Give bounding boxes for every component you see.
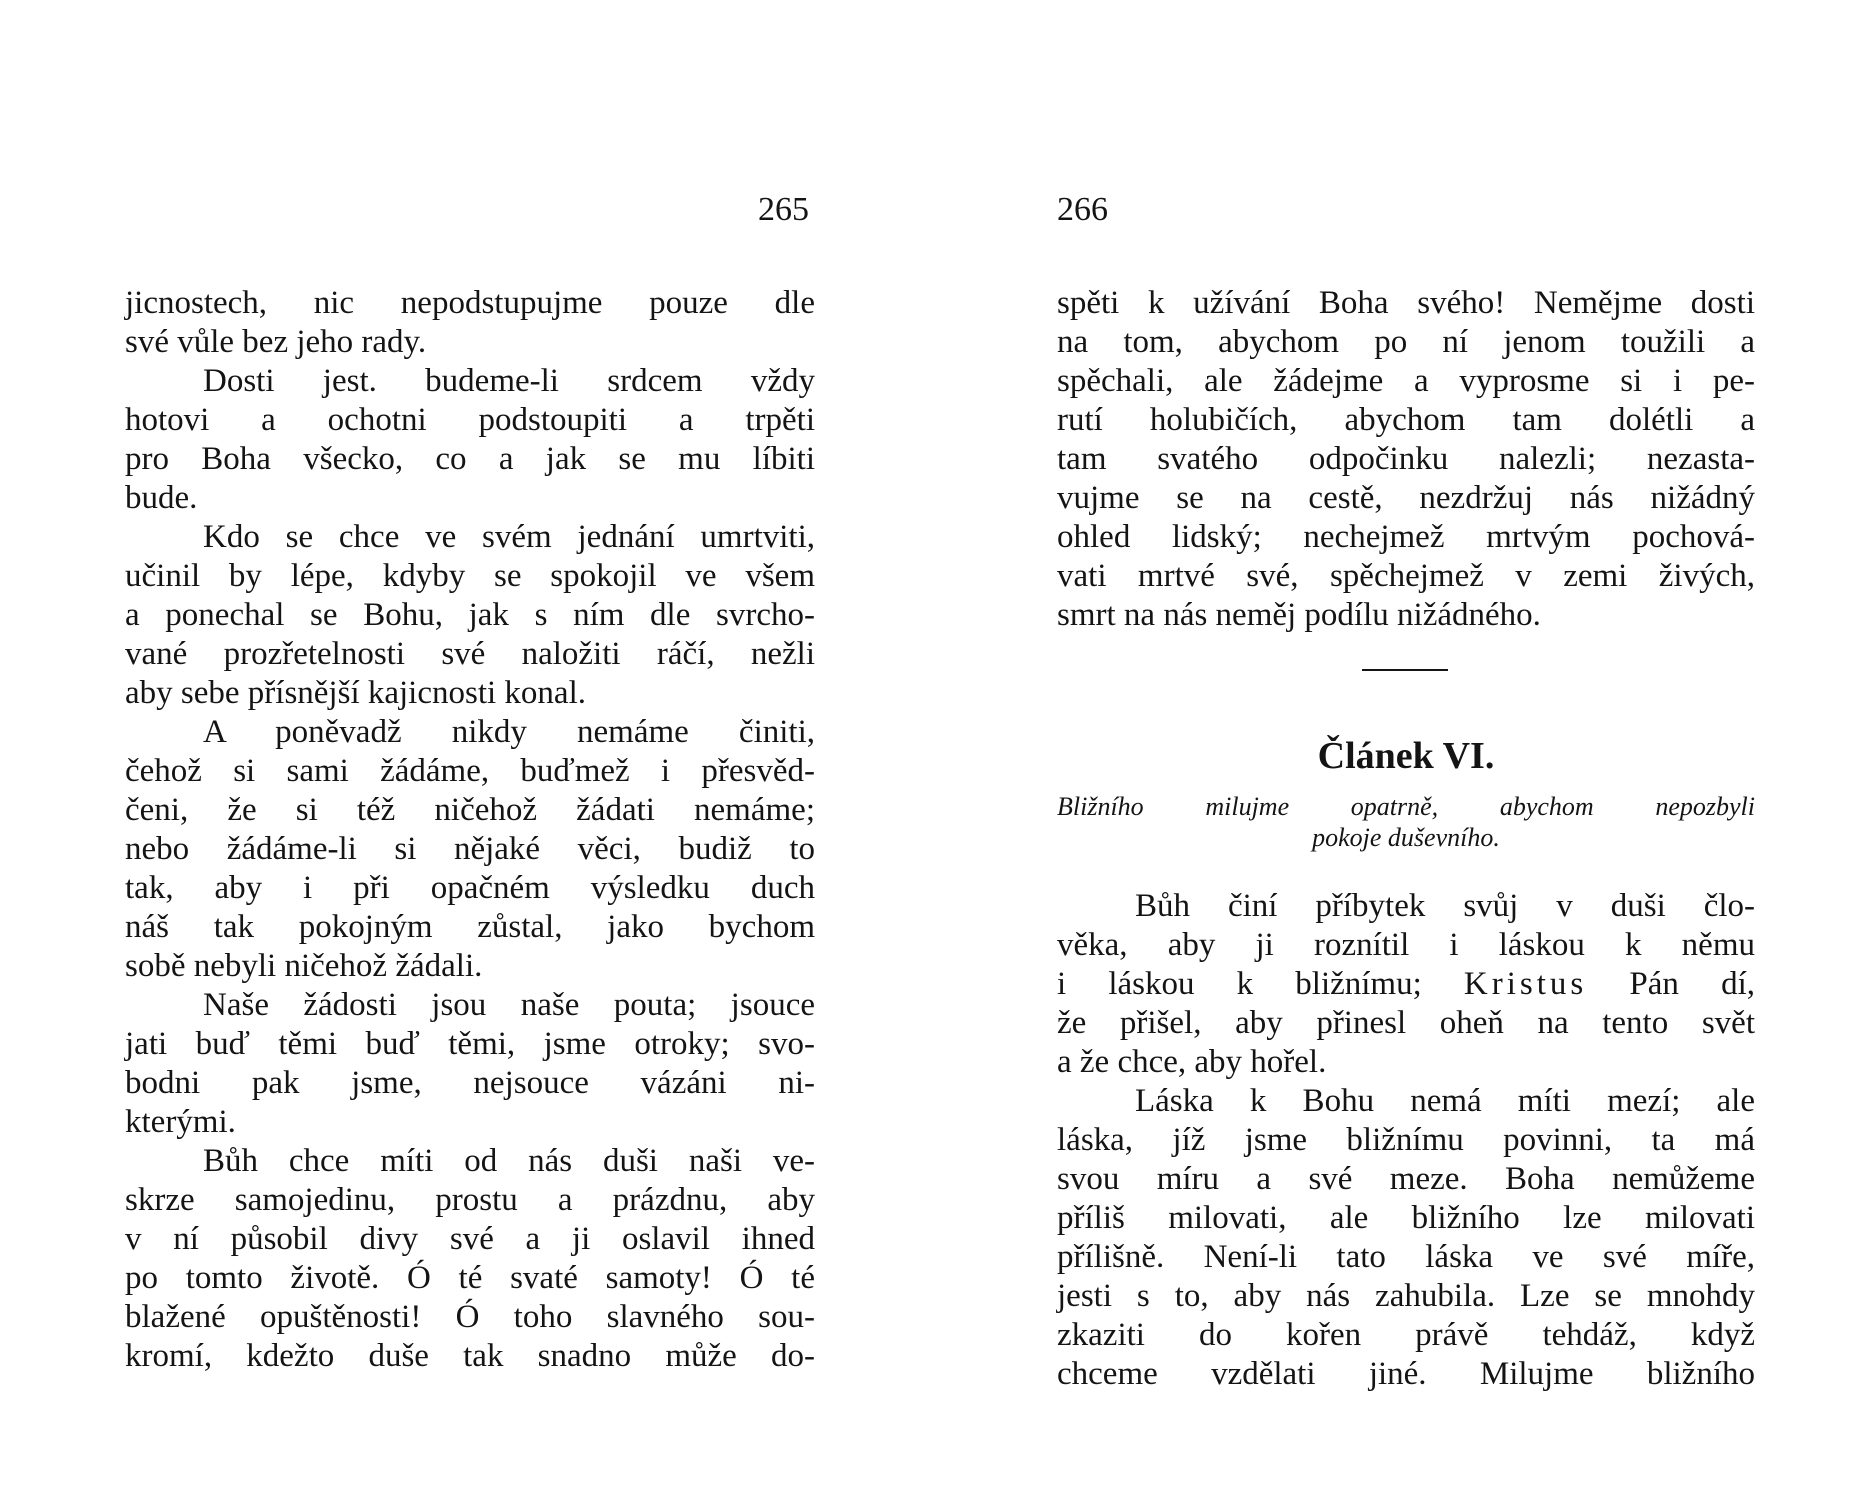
text-line: po tomto životě. Ó té svaté samoty! Ó té (125, 1260, 815, 1296)
text-line: že přišel, aby přinesl oheň na tento svět (1057, 1005, 1755, 1041)
text-line: jati buď těmi buď těmi, jsme otroky; svo- (125, 1026, 815, 1062)
chapter-subtitle-line: Bližního milujme opatrně, abychom nepozbyli (1057, 792, 1755, 821)
spaced-name: Kristus (1463, 966, 1588, 1002)
text-line: zkaziti do kořen právě tehdáž, když (1057, 1317, 1755, 1353)
text-line: chceme vzdělati jiné. Milujme bližního (1057, 1356, 1755, 1392)
chapter-body (1057, 887, 1755, 1394)
text-line: Dosti jest. budeme-li srdcem vždy (203, 363, 815, 399)
text-line: blažené opuštěnosti! Ó toho slavného sou- (125, 1299, 815, 1335)
text-line: kromí, kdežto duše tak snadno může do- (125, 1338, 815, 1374)
left-page-text (125, 284, 815, 1376)
text-segment: Pán dí, (1587, 966, 1755, 1002)
text-line: tam svatého odpočinku nalezli; nezasta- (1057, 441, 1755, 477)
text-line: A poněvadž nikdy nemáme činiti, (203, 714, 815, 750)
chapter-subtitle (1057, 791, 1755, 853)
text-line: a že chce, aby hořel. (1057, 1044, 1327, 1080)
text-line: náš tak pokojným zůstal, jako bychom (125, 909, 815, 945)
text-line: věka, aby ji roznítil i láskou k němu (1057, 927, 1755, 963)
text-line: Kdo se chce ve svém jednání umrtviti, (203, 519, 815, 555)
text-line: ohled lidský; nechejmež mrtvým pochová- (1057, 519, 1755, 555)
text-line: rutí holubičích, abychom tam dolétli a (1057, 402, 1755, 438)
text-line: kterými. (125, 1104, 236, 1140)
text-line: svou míru a své meze. Boha nemůžeme (1057, 1161, 1755, 1197)
text-line: Bůh chce míti od nás duši naši ve- (203, 1143, 815, 1179)
text-line: na tom, abychom po ní jenom toužili a (1057, 324, 1755, 360)
text-line: spěchali, ale žádejme a vyprosme si i pe- (1057, 363, 1755, 399)
text-line: spěti k užívání Boha svého! Nemějme dosti (1057, 285, 1755, 321)
text-line: sobě nebyli ničehož žádali. (125, 948, 483, 984)
right-page-continuation (1057, 284, 1755, 635)
text-line: nebo žádáme-li si nějaké věci, budiž to (125, 831, 815, 867)
chapter-subtitle-line: pokoje duševního. (1312, 823, 1500, 852)
text-line (1057, 965, 1755, 1004)
text-line: příliš milovati, ale bližního lze milovati (1057, 1200, 1755, 1236)
text-line: jicnostech, nic nepodstupujme pouze dle (125, 285, 815, 321)
right-page-text (1057, 284, 1755, 1394)
section-divider (1362, 669, 1448, 671)
text-line: čehož si sami žádáme, buďmež i přesvěd- (125, 753, 815, 789)
text-line: jesti s to, aby nás zahubila. Lze se mnohdy (1057, 1278, 1755, 1314)
text-line: Láska k Bohu nemá míti mezí; ale (1135, 1083, 1755, 1119)
text-line: vujme se na cestě, nezdržuj nás nižádný (1057, 480, 1755, 516)
text-segment: i láskou k bližnímu; (1057, 966, 1464, 1002)
text-line: aby sebe přísnější kajicnosti konal. (125, 675, 586, 711)
text-line: skrze samojedinu, prostu a prázdnu, aby (125, 1182, 815, 1218)
right-page-number: 266 (1057, 191, 1108, 228)
text-line: čeni, že si též ničehož žádati nemáme; (125, 792, 815, 828)
text-line: vané prozřetelnosti své naložiti ráčí, nežli (125, 636, 815, 672)
text-line: bodni pak jsme, nejsouce vázáni ni- (125, 1065, 815, 1101)
section-divider-area (1057, 635, 1755, 711)
text-line: láska, jíž jsme bližnímu povinni, ta má (1057, 1122, 1755, 1158)
text-line: smrt na nás neměj podílu nižádného. (1057, 597, 1541, 633)
text-line: a ponechal se Bohu, jak s ním dle svrcho- (125, 597, 815, 633)
text-line: své vůle bez jeho rady. (125, 324, 427, 360)
text-line: hotovi a ochotni podstoupiti a trpěti (125, 402, 815, 438)
text-line: v ní působil divy své a ji oslavil ihned (125, 1221, 815, 1257)
text-line: pro Boha všecko, co a jak se mu líbiti (125, 441, 815, 477)
text-line: Naše žádosti jsou naše pouta; jsouce (203, 987, 815, 1023)
text-line: bude. (125, 480, 198, 516)
text-line: učinil by lépe, kdyby se spokojil ve všem (125, 558, 815, 594)
text-line: tak, aby i při opačném výsledku duch (125, 870, 815, 906)
left-page-number: 265 (758, 191, 809, 228)
text-line: vati mrtvé své, spěchejmež v zemi živých, (1057, 558, 1755, 594)
text-line: Bůh činí příbytek svůj v duši člo- (1135, 888, 1755, 924)
chapter-heading: Článek VI. (1317, 735, 1495, 777)
text-line: přílišně. Není-li tato láska ve své míře, (1057, 1239, 1755, 1275)
